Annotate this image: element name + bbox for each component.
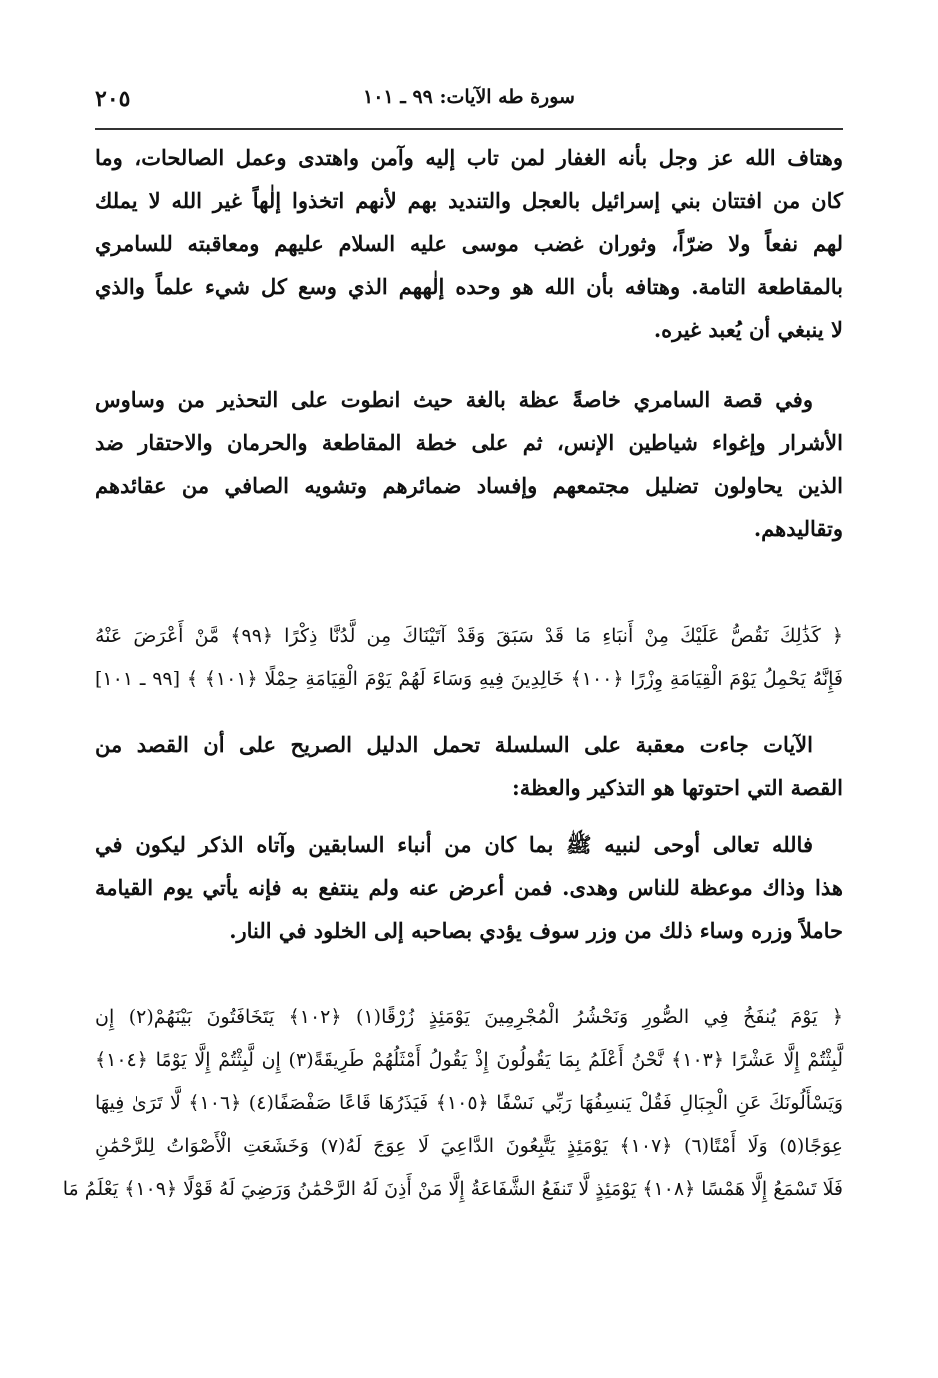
text-line: لا ينبغي أن يُعبد غيره. — [653, 317, 843, 342]
text-line: الذين يحاولون تضليل مجتمعهم وإفساد ضمائرهم وتشويه الصافي من عقائدهم — [95, 473, 843, 498]
verse-line: فَلَا تَسْمَعُ إِلَّا هَمْسًا ﴿١٠٨﴾ يَوْمَئِذٍ لَّا تَنفَعُ الشَّفَاعَةُ إِلَّا مَنْ أَذِنَ لَهُ الرَّحْمَٰنُ وَرَضِيَ لَهُ قَوْلًا ﴿١٠٩﴾ يَعْلَمُ مَا — [62, 1178, 843, 1200]
text-line: فالله تعالى أوحى لنبيه ﷺ بما كان من أنباء السابقين وآتاه الذكر ليكون في — [95, 832, 813, 857]
verse-line: ﴿ يَوْمَ يُنفَخُ فِي الصُّورِ وَنَحْشُرُ الْمُجْرِمِينَ يَوْمَئِذٍ زُرْقًا(١) ﴿١٠٢﴾ يَتَخَافَتُونَ بَيْنَهُمْ(٢) إِن — [95, 1006, 843, 1028]
quran-verse-block — [95, 615, 843, 701]
text-line: وهتاف الله عز وجل بأنه الغفار لمن تاب إليه وآمن واهتدى وعمل الصالحات، وما — [95, 145, 843, 170]
running-title: سورة طه الآيات: ٩٩ ـ ١٠١ — [363, 86, 575, 108]
header-divider — [95, 128, 843, 130]
paragraph — [95, 823, 843, 952]
text-line: حاملاً وزره وساء ذلك من وزر سوف يؤدي بصاحبه إلى الخلود في النار. — [229, 918, 843, 943]
text-line: هذا وذاك موعظة للناس وهدى. فمن أعرض عنه ولم ينتفع به فإنه يأتي يوم القيامة — [95, 875, 843, 900]
page-number: ٢٠٥ — [95, 86, 131, 112]
paragraph — [95, 723, 843, 809]
verse-line: لَّبِثْتُمْ إِلَّا عَشْرًا ﴿١٠٣﴾ نَّحْنُ أَعْلَمُ بِمَا يَقُولُونَ إِذْ يَقُولُ أَمْثَلُهُمْ طَرِيقَةً(٣) إِن لَّبِثْتُمْ إِلَّا يَوْمًا ﴿١٠٤﴾ — [95, 1049, 843, 1071]
text-line: لهم نفعاً ولا ضرّاً، وثوران غضب موسى عليه السلام عليهم ومعاقبته للسامري — [95, 231, 843, 256]
verse-line: فَإِنَّهُ يَحْمِلُ يَوْمَ الْقِيَامَةِ وِزْرًا ﴿١٠٠﴾ خَالِدِينَ فِيهِ وَسَاءَ لَهُمْ يَوْمَ الْقِيَامَةِ حِمْلًا ﴿١٠١﴾ ﴾ [٩٩ ـ ١٠١] — [95, 668, 843, 690]
paragraph — [95, 378, 843, 550]
text-line: الأشرار وإغواء شياطين الإنس، ثم على خطة المقاطعة والحرمان والاحتقار ضد — [95, 430, 843, 455]
paragraph — [95, 136, 843, 351]
verse-line: ﴿ كَذَٰلِكَ نَقُصُّ عَلَيْكَ مِنْ أَنبَاءِ مَا قَدْ سَبَقَ وَقَدْ آتَيْنَاكَ مِن لَّدُنَّا ذِكْرًا ﴿٩٩﴾ مَّنْ أَعْرَضَ عَنْهُ — [95, 625, 844, 647]
page-header — [95, 86, 843, 118]
text-line: وفي قصة السامري خاصةً عظة بالغة حيث انطوت على التحذير من وساوس — [95, 387, 813, 412]
quran-verse-block — [62, 996, 843, 1211]
text-line: بالمقاطعة التامة. وهتافه بأن الله هو وحده إلٰههم الذي وسع كل شيء علماً والذي — [95, 274, 843, 299]
verse-line: عِوَجًا(٥) وَلَا أَمْتًا(٦) ﴿١٠٧﴾ يَوْمَئِذٍ يَتَّبِعُونَ الدَّاعِيَ لَا عِوَجَ لَهُ(٧) وَخَشَعَتِ الْأَصْوَاتُ لِلرَّحْمَٰنِ — [95, 1135, 843, 1157]
text-line: كان من افتتان بني إسرائيل بالعجل والتنديد بهم لأنهم اتخذوا إلٰهاً غير الله لا يملك — [95, 188, 843, 213]
text-line: الآيات جاءت معقبة على السلسلة تحمل الدليل الصريح على أن القصد من — [95, 732, 813, 757]
text-line: وتقاليدهم. — [753, 516, 843, 541]
text-line: القصة التي احتوتها هو التذكير والعظة: — [511, 775, 843, 800]
verse-line: وَيَسْأَلُونَكَ عَنِ الْجِبَالِ فَقُلْ يَنسِفُهَا رَبِّي نَسْفًا ﴿١٠٥﴾ فَيَذَرُهَا قَاعًا صَفْصَفًا(٤) ﴿١٠٦﴾ لَّا تَرَىٰ فِيهَا — [95, 1092, 843, 1114]
